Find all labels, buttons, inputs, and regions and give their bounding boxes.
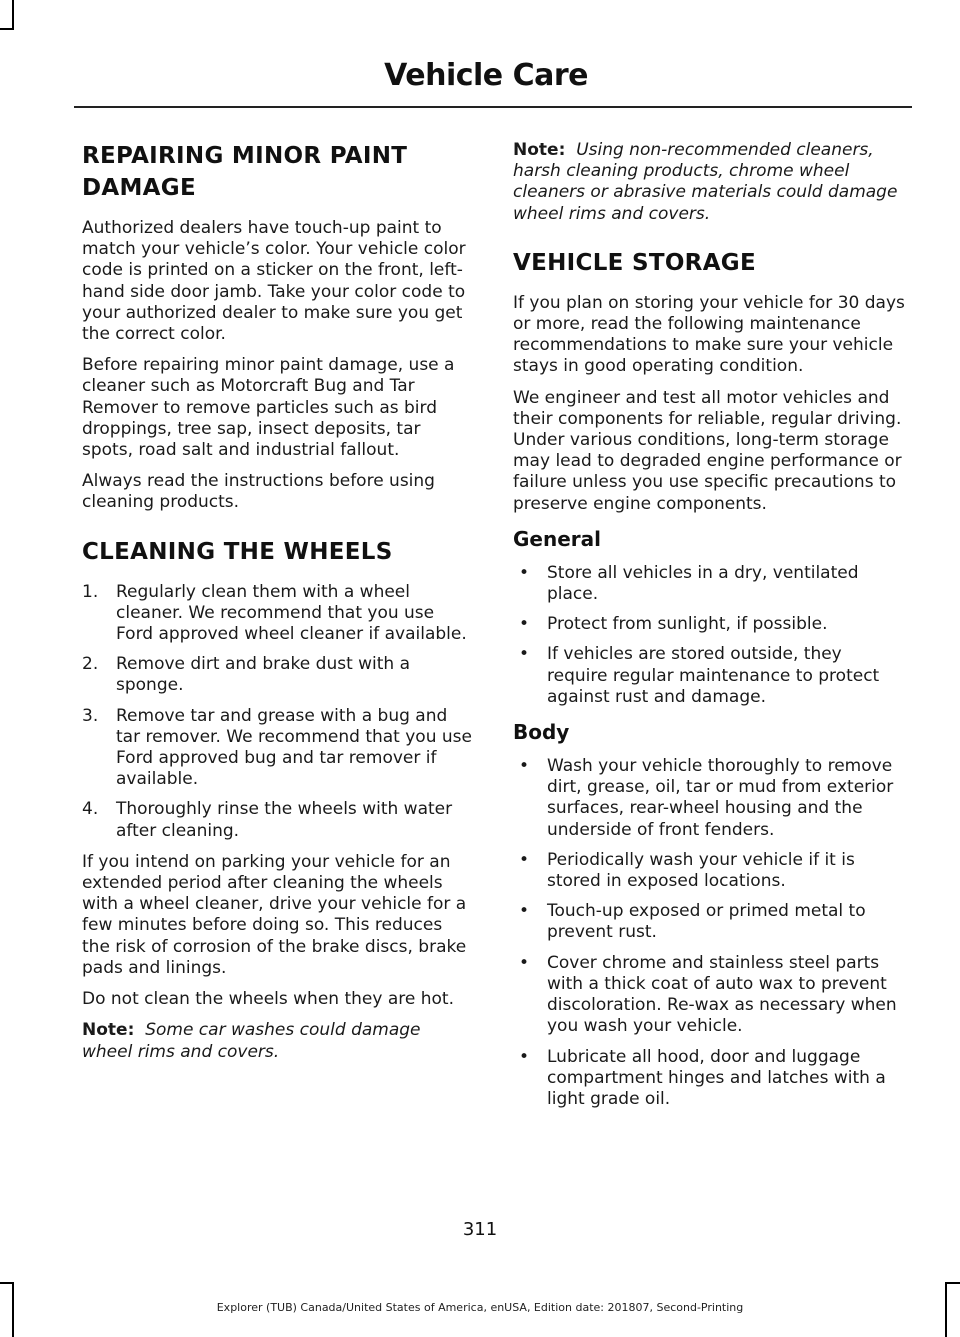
paragraph: If you intend on parking your vehicle for an extended period after cleaning the wheels with a wheel cleaner, drive your vehicle for a few minutes before doing so. This reduces the risk of corrosion of the brake discs, brake pads and linings. bbox=[82, 851, 467, 978]
header-divider bbox=[74, 106, 912, 108]
edition-footer: Explorer (TUB) Canada/United States of America, enUSA, Edition date: 201807, Second-Printing bbox=[216, 1301, 744, 1314]
list-item: • Periodically wash your vehicle if it is stored in exposed locations. bbox=[519, 849, 855, 892]
subheading-general: General bbox=[513, 526, 601, 551]
list-item: • Lubricate all hood, door and luggage compartment hinges and latches with a light grade oil. bbox=[519, 1046, 886, 1109]
list-item: • Wash your vehicle thoroughly to remove dirt, grease, oil, tar or mud from exterior surfaces, rear-wheel housing and the underside of front fenders. bbox=[519, 756, 894, 840]
note: Note: Using non-recommended cleaners, harsh cleaning products, chrome wheel cleaners or abrasive materials could damage wheel rims and covers. bbox=[513, 140, 898, 224]
list-item: 2. Remove dirt and brake dust with a sponge. bbox=[82, 654, 411, 696]
section-heading-repairing: REPAIRING MINOR PAINT DAMAGE bbox=[82, 143, 408, 201]
page-number: 311 bbox=[462, 1219, 498, 1240]
paragraph: Authorized dealers have touch-up paint to match your vehicle’s color. Your vehicle color code is printed on a sticker on the front, left-hand side door jamb. Take your color code to your authorized dealer to make sure you get the correct color. bbox=[82, 218, 466, 345]
list-item: • Touch-up exposed or primed metal to prevent rust. bbox=[519, 901, 866, 943]
section-heading-cleaning-wheels: CLEANING THE WHEELS bbox=[82, 538, 393, 565]
list-item: • Cover chrome and stainless steel parts with a thick coat of auto wax to prevent discoloration. Re-wax as necessary when you wash your vehicle. bbox=[519, 952, 897, 1037]
list-item: • Store all vehicles in a dry, ventilated place. bbox=[519, 562, 859, 605]
paragraph: Always read the instructions before using cleaning products. bbox=[82, 471, 435, 513]
list-item: • If vehicles are stored outside, they require regular maintenance to protect against rust and damage. bbox=[519, 644, 880, 707]
section-heading-vehicle-storage: VEHICLE STORAGE bbox=[513, 249, 756, 276]
numbered-list bbox=[82, 582, 475, 842]
crop-mark bbox=[945, 1282, 960, 1284]
bullet-list bbox=[513, 756, 906, 1110]
list-item: 1. Regularly clean them with a wheel cleaner. We recommend that you use Ford approved wheel cleaner if available. bbox=[82, 581, 467, 645]
paragraph: We engineer and test all motor vehicles and their components for reliable, regular driving. Under various conditions, long-term storage may lead to degraded engine performance or failure unless you use specific precautions to preserve engine components. bbox=[513, 387, 902, 514]
right-column bbox=[513, 140, 906, 1120]
paragraph: Before repairing minor paint damage, use a cleaner such as Motorcraft Bug and Tar Remover to remove particles such as bird droppings, tree sap, insect deposits, tar spots, road salt and industrial fallout. bbox=[82, 355, 455, 461]
page-title: Vehicle Care bbox=[384, 58, 588, 93]
subheading-body: Body bbox=[513, 720, 570, 745]
paragraph: If you plan on storing your vehicle for 30 days or more, read the following maintenance recommendations to make sure your vehicle stays in good operating condition. bbox=[513, 292, 905, 377]
left-column bbox=[82, 140, 475, 1073]
list-item: 3. Remove tar and grease with a bug and tar remover. We recommend that you use Ford approved bug and tar remover if available. bbox=[82, 705, 472, 790]
crop-mark bbox=[0, 28, 14, 30]
list-item: 4. Thoroughly rinse the wheels with water after cleaning. bbox=[82, 799, 453, 841]
note: Note: Some car washes could damage wheel rims and covers. bbox=[82, 1020, 421, 1062]
paragraph: Do not clean the wheels when they are hot. bbox=[82, 989, 454, 1010]
crop-mark bbox=[12, 0, 14, 28]
bullet-list bbox=[513, 563, 906, 708]
crop-mark bbox=[0, 1282, 14, 1284]
list-item: • Protect from sunlight, if possible. bbox=[519, 614, 828, 635]
